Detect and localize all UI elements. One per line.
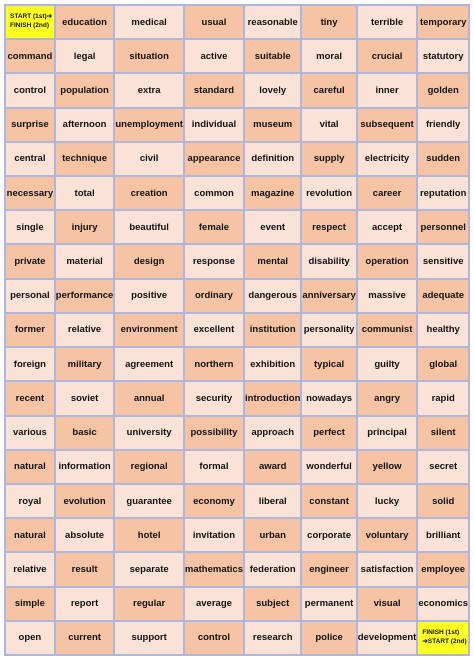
- board-cell[interactable]: inner: [358, 74, 417, 106]
- board-cell[interactable]: development: [358, 622, 417, 654]
- board-cell[interactable]: performance: [56, 280, 114, 312]
- board-cell[interactable]: engineer: [302, 553, 355, 585]
- board-cell[interactable]: statutory: [418, 40, 468, 72]
- board-cell[interactable]: police: [302, 622, 355, 654]
- board-cell[interactable]: mental: [245, 245, 300, 277]
- board-cell[interactable]: current: [56, 622, 114, 654]
- board-cell[interactable]: absolute: [56, 519, 114, 551]
- board-cell[interactable]: massive: [358, 280, 417, 312]
- board-cell[interactable]: typical: [302, 348, 355, 380]
- cell-label-line1: FINISH (1st): [422, 629, 460, 637]
- board-cell[interactable]: reasonable: [245, 6, 300, 38]
- board-cell[interactable]: population: [56, 74, 114, 106]
- board-cell[interactable]: standard: [185, 74, 243, 106]
- board-cell[interactable]: evolution: [56, 485, 114, 517]
- board-cell[interactable]: central: [6, 143, 54, 175]
- board-cell[interactable]: agreement: [115, 348, 183, 380]
- board-cell[interactable]: mathematics: [185, 553, 243, 585]
- board-cell[interactable]: open: [6, 622, 54, 654]
- board-cell[interactable]: invitation: [185, 519, 243, 551]
- board-cell[interactable]: terrible: [358, 6, 417, 38]
- board-cell[interactable]: soviet: [56, 382, 114, 414]
- board-cell[interactable]: visual: [358, 588, 417, 620]
- board-cell[interactable]: average: [185, 588, 243, 620]
- board-cell[interactable]: anniversary: [302, 280, 355, 312]
- board-cell[interactable]: economics: [418, 588, 468, 620]
- board-cell[interactable]: control: [6, 74, 54, 106]
- board-cell[interactable]: necessary: [6, 177, 54, 209]
- board-cell[interactable]: afternoon: [56, 109, 114, 141]
- board-cell[interactable]: sensitive: [418, 245, 468, 277]
- board-cell[interactable]: medical: [115, 6, 183, 38]
- board-cell[interactable]: employee: [418, 553, 468, 585]
- board-cell[interactable]: former: [6, 314, 54, 346]
- finish-cell[interactable]: [418, 622, 468, 654]
- board-cell[interactable]: principal: [358, 417, 417, 449]
- board-cell[interactable]: guilty: [358, 348, 417, 380]
- board-cell[interactable]: solid: [418, 485, 468, 517]
- board-cell[interactable]: friendly: [418, 109, 468, 141]
- board-cell[interactable]: appearance: [185, 143, 243, 175]
- board-cell[interactable]: basic: [56, 417, 114, 449]
- board-cell[interactable]: support: [115, 622, 183, 654]
- board-cell[interactable]: common: [185, 177, 243, 209]
- board-cell[interactable]: hotel: [115, 519, 183, 551]
- board-cell[interactable]: subsequent: [358, 109, 417, 141]
- board-cell[interactable]: introduction: [245, 382, 300, 414]
- board-cell[interactable]: possibility: [185, 417, 243, 449]
- board-cell[interactable]: injury: [56, 211, 114, 243]
- board-cell[interactable]: creation: [115, 177, 183, 209]
- cell-label-line1: START (1st)➔: [10, 13, 53, 21]
- board-cell[interactable]: moral: [302, 40, 355, 72]
- board-cell[interactable]: exhibition: [245, 348, 300, 380]
- board-cell[interactable]: communist: [358, 314, 417, 346]
- board-cell[interactable]: revolution: [302, 177, 355, 209]
- board-cell[interactable]: respect: [302, 211, 355, 243]
- board-cell[interactable]: definition: [245, 143, 300, 175]
- board-cell[interactable]: disability: [302, 245, 355, 277]
- board-cell[interactable]: corporate: [302, 519, 355, 551]
- board-cell[interactable]: separate: [115, 553, 183, 585]
- board-cell[interactable]: personality: [302, 314, 355, 346]
- board-cell[interactable]: suitable: [245, 40, 300, 72]
- board-cell[interactable]: single: [6, 211, 54, 243]
- board-cell[interactable]: sudden: [418, 143, 468, 175]
- board-cell[interactable]: temporary: [418, 6, 468, 38]
- board-cell[interactable]: military: [56, 348, 114, 380]
- board-cell[interactable]: regional: [115, 451, 183, 483]
- board-cell[interactable]: yellow: [358, 451, 417, 483]
- board-cell[interactable]: secret: [418, 451, 468, 483]
- board-cell[interactable]: tiny: [302, 6, 355, 38]
- board-cell[interactable]: simple: [6, 588, 54, 620]
- board-cell[interactable]: brilliant: [418, 519, 468, 551]
- board-cell[interactable]: career: [358, 177, 417, 209]
- board-cell[interactable]: situation: [115, 40, 183, 72]
- board-cell[interactable]: civil: [115, 143, 183, 175]
- board-cell[interactable]: usual: [185, 6, 243, 38]
- board-cell[interactable]: golden: [418, 74, 468, 106]
- board-cell[interactable]: result: [56, 553, 114, 585]
- board-cell[interactable]: museum: [245, 109, 300, 141]
- board-cell[interactable]: royal: [6, 485, 54, 517]
- board-cell[interactable]: angry: [358, 382, 417, 414]
- board-cell[interactable]: silent: [418, 417, 468, 449]
- board-cell[interactable]: award: [245, 451, 300, 483]
- board-cell[interactable]: institution: [245, 314, 300, 346]
- board-cell[interactable]: regular: [115, 588, 183, 620]
- board-cell[interactable]: northern: [185, 348, 243, 380]
- board-cell[interactable]: design: [115, 245, 183, 277]
- board-cell[interactable]: permanent: [302, 588, 355, 620]
- board-cell[interactable]: information: [56, 451, 114, 483]
- board-cell[interactable]: global: [418, 348, 468, 380]
- board-cell[interactable]: personal: [6, 280, 54, 312]
- board-cell[interactable]: guarantee: [115, 485, 183, 517]
- board-cell[interactable]: natural: [6, 519, 54, 551]
- board-cell[interactable]: unemployment: [115, 109, 183, 141]
- board-cell[interactable]: relative: [6, 553, 54, 585]
- board-cell[interactable]: urban: [245, 519, 300, 551]
- board-cell[interactable]: lucky: [358, 485, 417, 517]
- board-cell[interactable]: security: [185, 382, 243, 414]
- board-cell[interactable]: female: [185, 211, 243, 243]
- word-game-board: [4, 4, 470, 656]
- board-cell[interactable]: technique: [56, 143, 114, 175]
- board-cell[interactable]: annual: [115, 382, 183, 414]
- board-cell[interactable]: natural: [6, 451, 54, 483]
- board-cell[interactable]: excellent: [185, 314, 243, 346]
- board-cell[interactable]: report: [56, 588, 114, 620]
- board-cell[interactable]: legal: [56, 40, 114, 72]
- board-cell[interactable]: material: [56, 245, 114, 277]
- board-cell[interactable]: foreign: [6, 348, 54, 380]
- board-cell[interactable]: healthy: [418, 314, 468, 346]
- board-cell[interactable]: environment: [115, 314, 183, 346]
- board-cell[interactable]: active: [185, 40, 243, 72]
- board-cell[interactable]: careful: [302, 74, 355, 106]
- board-cell[interactable]: relative: [56, 314, 114, 346]
- board-cell[interactable]: perfect: [302, 417, 355, 449]
- board-cell[interactable]: lovely: [245, 74, 300, 106]
- board-cell[interactable]: accept: [358, 211, 417, 243]
- cell-label-line2: ➔START (2nd): [422, 637, 467, 645]
- board-cell[interactable]: supply: [302, 143, 355, 175]
- board-cell[interactable]: rapid: [418, 382, 468, 414]
- board-cell[interactable]: surprise: [6, 109, 54, 141]
- board-cell[interactable]: command: [6, 40, 54, 72]
- board-cell[interactable]: nowadays: [302, 382, 355, 414]
- board-cell[interactable]: operation: [358, 245, 417, 277]
- board-cell[interactable]: response: [185, 245, 243, 277]
- board-cell[interactable]: crucial: [358, 40, 417, 72]
- board-cell[interactable]: recent: [6, 382, 54, 414]
- board-cell[interactable]: subject: [245, 588, 300, 620]
- start-cell[interactable]: [6, 6, 54, 38]
- board-cell[interactable]: adequate: [418, 280, 468, 312]
- board-cell[interactable]: reputation: [418, 177, 468, 209]
- board-cell[interactable]: ordinary: [185, 280, 243, 312]
- cell-label-line2: FINISH (2nd): [10, 22, 49, 30]
- board-cell[interactable]: control: [185, 622, 243, 654]
- board-cell[interactable]: research: [245, 622, 300, 654]
- board-cell[interactable]: magazine: [245, 177, 300, 209]
- board-cell[interactable]: approach: [245, 417, 300, 449]
- board-cell[interactable]: event: [245, 211, 300, 243]
- board-cell[interactable]: various: [6, 417, 54, 449]
- board-cell[interactable]: beautiful: [115, 211, 183, 243]
- board-cell[interactable]: dangerous: [245, 280, 300, 312]
- board-cell[interactable]: economy: [185, 485, 243, 517]
- board-cell[interactable]: private: [6, 245, 54, 277]
- board-cell[interactable]: formal: [185, 451, 243, 483]
- board-cell[interactable]: vital: [302, 109, 355, 141]
- board-cell[interactable]: constant: [302, 485, 355, 517]
- board-cell[interactable]: individual: [185, 109, 243, 141]
- board-cell[interactable]: federation: [245, 553, 300, 585]
- board-cell[interactable]: liberal: [245, 485, 300, 517]
- board-cell[interactable]: wonderful: [302, 451, 355, 483]
- board-cell[interactable]: university: [115, 417, 183, 449]
- board-cell[interactable]: voluntary: [358, 519, 417, 551]
- board-cell[interactable]: extra: [115, 74, 183, 106]
- board-cell[interactable]: positive: [115, 280, 183, 312]
- board-cell[interactable]: personnel: [418, 211, 468, 243]
- board-cell[interactable]: satisfaction: [358, 553, 417, 585]
- board-cell[interactable]: total: [56, 177, 114, 209]
- board-cell[interactable]: electricity: [358, 143, 417, 175]
- board-cell[interactable]: education: [56, 6, 114, 38]
